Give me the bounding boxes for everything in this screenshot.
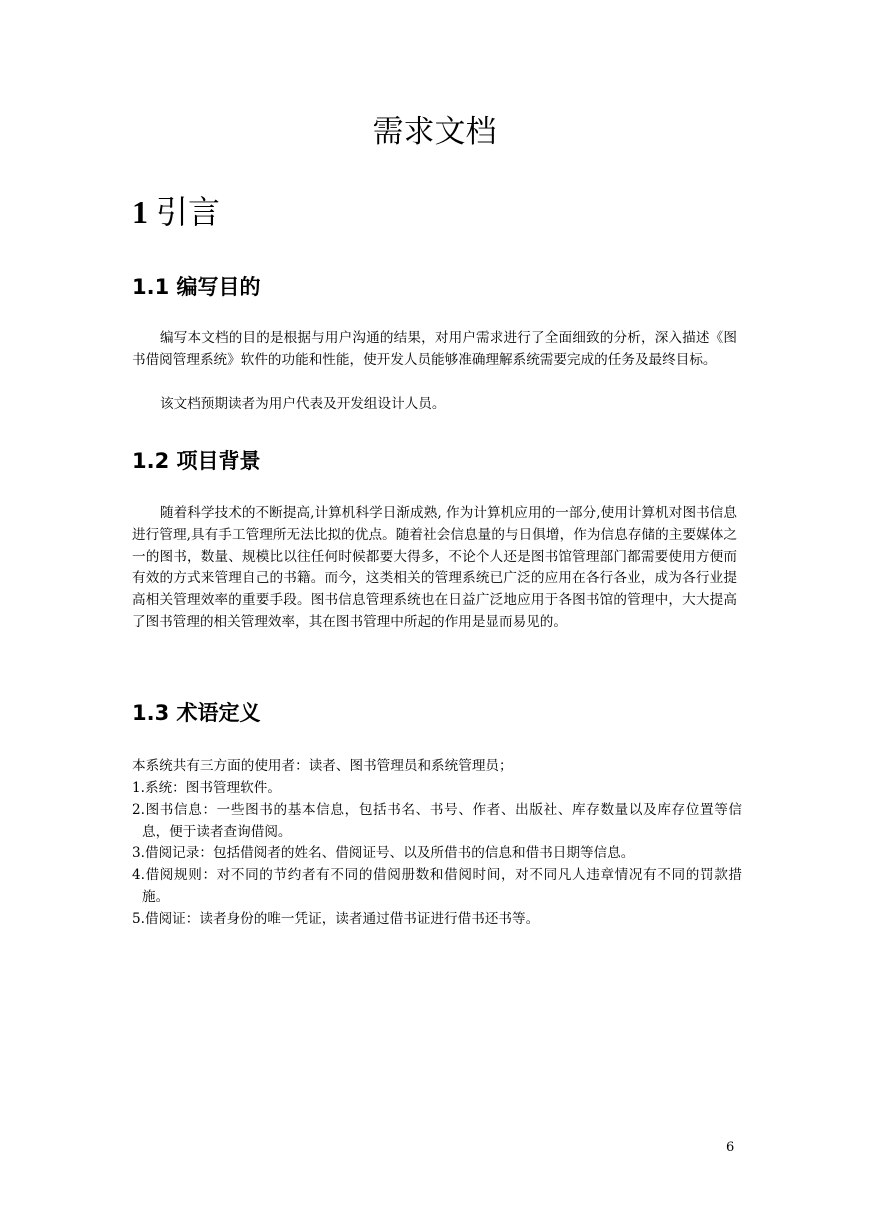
- chapter-number: 1: [132, 194, 148, 230]
- term-item-3: 3.借阅记录：包括借阅者的姓名、借阅证号、以及所借书的信息和借书日期等信息。: [132, 845, 635, 862]
- chapter-heading: [132, 190, 220, 234]
- term-item-4: 4.借阅规则：对不同的节约者有不同的借阅册数和借阅时间，对不同凡人违章情况有不同的罚款措施。: [132, 867, 742, 905]
- section-heading-1-2: 1.2 项目背景: [132, 449, 261, 473]
- section-1-2-paragraph-1: 随着科学技术的不断提高,计算机科学日渐成熟, 作为计算机应用的一部分,使用计算机对图书信息进行管理,具有手工管理所无法比拟的优点。随着社会信息量的与日俱增，作为信息存储的主要媒体之一的图书，数量、规模比以往任何时候都要大得多，不论个人还是图书馆管理部门都需要使用方便而有效的方式来管理自己的书籍。而今，这类相关的管理系统已广泛的应用在各行各业，成为各行业提高相关管理效率的重要手段。图书信息管理系统也在日益广泛地应用于各图书馆的管理中，大大提高了图书管理的相关管理效率，其在图书管理中所起的作用是显而易见的。: [132, 505, 737, 630]
- term-item-5: 5.借阅证：读者身份的唯一凭证，读者通过借书证进行借书还书等。: [132, 910, 540, 927]
- term-definition-list: [132, 778, 742, 931]
- section-1-1-paragraph-1: 编写本文档的目的是根据与用户沟通的结果，对用户需求进行了全面细致的分析，深入描述《图书借阅管理系统》软件的功能和性能，使开发人员能够准确理解系统需要完成的任务及最终目标。: [132, 330, 737, 368]
- document-title: 需求文档: [372, 114, 497, 150]
- page-number: 6: [726, 1140, 735, 1155]
- section-1-1-paragraph-2: 该文档预期读者为用户代表及开发组设计人员。: [160, 396, 446, 412]
- term-item-2: 2.图书信息：一些图书的基本信息，包括书名、书号、作者、出版社、库存数量以及库存位置等信息，便于读者查询借阅。: [132, 801, 742, 840]
- term-item-1: 1.系统：图书管理软件。: [132, 780, 281, 796]
- chapter-title: 引言: [156, 193, 221, 231]
- section-heading-1-3: 1.3 术语定义: [132, 701, 261, 725]
- section-heading-1-1: 1.1 编写目的: [132, 275, 261, 299]
- section-1-3-intro: 本系统共有三方面的使用者：读者、图书管理员和系统管理员；: [132, 758, 513, 774]
